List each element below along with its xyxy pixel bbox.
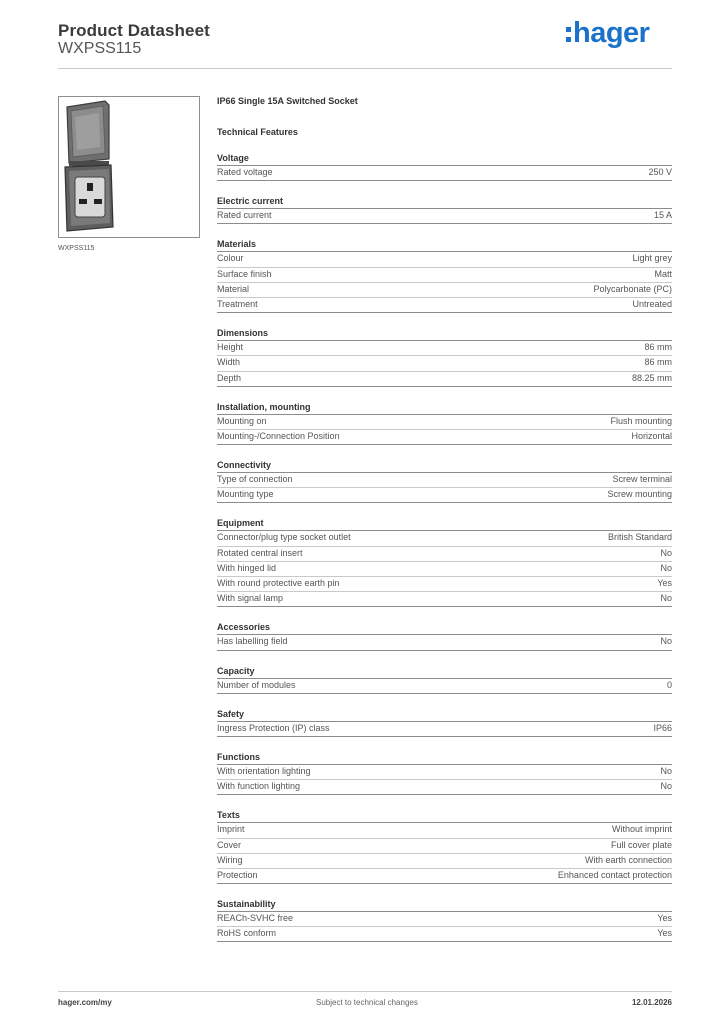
spec-value: No	[660, 636, 672, 647]
spec-value: Yes	[657, 578, 672, 588]
spec-group-title: Equipment	[217, 517, 672, 531]
spec-row	[217, 283, 672, 298]
spec-row	[217, 592, 672, 607]
spec-group	[217, 459, 672, 503]
spec-label: Has labelling field	[217, 636, 288, 647]
footer-notice: Subject to technical changes	[316, 998, 418, 1007]
spec-row	[217, 341, 672, 356]
spec-value: Light grey	[632, 253, 672, 264]
spec-label: RoHS conform	[217, 928, 277, 939]
spec-row	[217, 547, 672, 562]
spec-label: With orientation lighting	[217, 765, 311, 776]
spec-value: Flush mounting	[610, 415, 672, 426]
spec-value: 88.25 mm	[631, 372, 672, 383]
spec-row	[217, 839, 672, 854]
spec-value: 250 V	[648, 167, 672, 177]
spec-label: Number of modules	[217, 679, 296, 690]
spec-value: Yes	[657, 913, 672, 924]
spec-label: With round protective earth pin	[217, 578, 340, 588]
spec-label: Material	[217, 283, 250, 294]
spec-row	[217, 252, 672, 267]
spec-group-title: Texts	[217, 809, 672, 823]
spec-value: Screw terminal	[612, 474, 672, 485]
spec-group-title: Safety	[217, 708, 672, 722]
spec-row	[217, 531, 672, 546]
spec-group	[217, 809, 672, 884]
spec-group-title: Sustainability	[217, 898, 672, 912]
spec-row	[217, 679, 672, 694]
spec-label: REACh-SVHC free	[217, 913, 294, 924]
spec-value: Horizontal	[631, 430, 672, 441]
spec-row	[217, 577, 672, 592]
spec-row	[217, 562, 672, 577]
spec-group-title: Capacity	[217, 665, 672, 679]
spec-row	[217, 635, 672, 650]
spec-label: Rated current	[217, 210, 272, 221]
logo-text: hager	[573, 17, 650, 48]
spec-row	[217, 356, 672, 371]
spec-group	[217, 327, 672, 387]
spec-row	[217, 854, 672, 869]
spec-label: With hinged lid	[217, 562, 277, 573]
spec-group-title: Voltage	[217, 152, 672, 166]
spec-value: 86 mm	[644, 357, 672, 368]
spec-label: Mounting on	[217, 415, 267, 426]
specification-section	[217, 96, 672, 942]
spec-label: Colour	[217, 253, 244, 264]
spec-value: No	[660, 765, 672, 776]
spec-group	[217, 401, 672, 445]
spec-group-title: Connectivity	[217, 459, 672, 473]
spec-value: 0	[666, 679, 672, 690]
spec-group	[217, 898, 672, 942]
spec-row	[217, 372, 672, 387]
spec-row	[217, 166, 672, 181]
spec-label: With function lighting	[217, 781, 301, 792]
spec-label: Height	[217, 342, 244, 353]
spec-label: Width	[217, 357, 241, 368]
spec-label: Ingress Protection (IP) class	[217, 722, 330, 733]
spec-label: Wiring	[217, 854, 243, 865]
spec-row	[217, 912, 672, 927]
spec-row	[217, 430, 672, 445]
spec-value: No	[660, 781, 672, 792]
product-image-frame	[58, 96, 200, 238]
spec-label: Surface finish	[217, 268, 272, 279]
weatherproof-socket-image	[59, 97, 199, 237]
spec-label: Mounting-/Connection Position	[217, 430, 340, 441]
spec-value: With earth connection	[584, 854, 672, 865]
spec-group	[217, 238, 672, 313]
spec-label: Type of connection	[217, 474, 293, 485]
spec-group-title: Materials	[217, 238, 672, 252]
spec-row	[217, 869, 672, 884]
spec-value: Matt	[654, 268, 672, 279]
spec-value: Full cover plate	[610, 839, 672, 850]
spec-label: Cover	[217, 839, 242, 850]
spec-label: Protection	[217, 869, 258, 880]
spec-groups	[217, 152, 672, 942]
hager-logo	[566, 16, 660, 48]
spec-value: Screw mounting	[607, 489, 672, 500]
spec-row	[217, 298, 672, 313]
spec-label: Imprint	[217, 824, 245, 835]
spec-group-title: Installation, mounting	[217, 401, 672, 415]
spec-row	[217, 722, 672, 737]
document-subtitle: WXPSS115	[58, 40, 142, 57]
spec-label: Connector/plug type socket outlet	[217, 532, 351, 543]
document-title: Product Datasheet	[58, 21, 210, 40]
technical-features-heading: Technical Features	[217, 127, 298, 137]
spec-value: No	[660, 562, 672, 573]
spec-label: Treatment	[217, 298, 258, 309]
spec-value: Without imprint	[611, 824, 672, 835]
spec-group	[217, 195, 672, 224]
spec-row	[217, 209, 672, 224]
spec-row	[217, 927, 672, 942]
spec-group	[217, 621, 672, 650]
spec-group-title: Accessories	[217, 621, 672, 635]
spec-value: Enhanced contact protection	[557, 869, 672, 880]
spec-row	[217, 780, 672, 795]
product-image-caption: WXPSS115	[58, 245, 95, 252]
spec-row	[217, 473, 672, 488]
footer-date: 12.01.2026	[631, 998, 672, 1007]
spec-value: British Standard	[607, 532, 672, 543]
spec-label: Rotated central insert	[217, 547, 303, 558]
spec-value: IP66	[653, 722, 672, 733]
spec-group	[217, 665, 672, 694]
product-name: IP66 Single 15A Switched Socket	[217, 96, 358, 106]
spec-group-title: Dimensions	[217, 327, 672, 341]
spec-group	[217, 751, 672, 795]
spec-row	[217, 765, 672, 780]
spec-value: No	[660, 593, 672, 604]
spec-group-title: Functions	[217, 751, 672, 765]
spec-value: Untreated	[632, 298, 672, 309]
spec-value: Yes	[657, 928, 672, 939]
spec-group-title: Electric current	[217, 195, 672, 209]
spec-group	[217, 152, 672, 181]
spec-row	[217, 415, 672, 430]
spec-value: 15 A	[653, 210, 672, 221]
header-divider	[58, 68, 672, 69]
spec-group	[217, 517, 672, 607]
spec-label: Mounting type	[217, 489, 274, 500]
spec-row	[217, 823, 672, 838]
footer-website: hager.com/my	[58, 998, 112, 1007]
spec-row	[217, 268, 672, 283]
spec-value: Polycarbonate (PC)	[593, 283, 672, 294]
spec-label: With signal lamp	[217, 593, 284, 604]
spec-label: Rated voltage	[217, 167, 273, 177]
spec-value: 86 mm	[644, 342, 672, 353]
spec-label: Depth	[217, 372, 242, 383]
footer-divider	[58, 991, 672, 992]
spec-value: No	[660, 547, 672, 558]
spec-row	[217, 488, 672, 503]
spec-group	[217, 708, 672, 737]
